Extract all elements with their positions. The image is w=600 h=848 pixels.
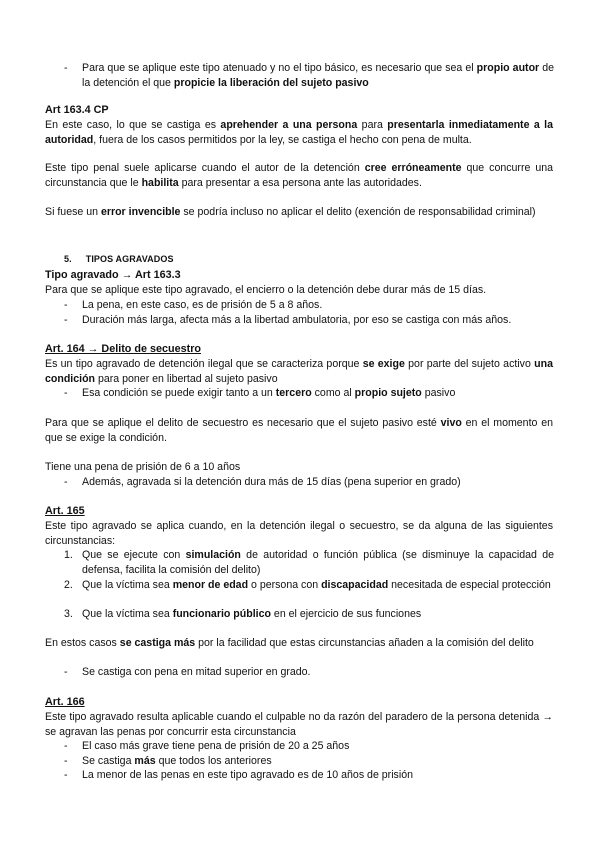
paragraph-art-164-2: Para que se aplique el delito de secuestro es necesario que el sujeto pasivo esté vivo en el momento en que se exige la condición. [45, 417, 553, 444]
paragraph-art-165-1: Este tipo agravado se aplica cuando, en la detención ilegal o secuestro, se da alguna de las siguientes circunstancias: [45, 520, 553, 547]
bullet-dash: - [64, 62, 68, 74]
bullet-dash: - [64, 299, 68, 311]
bullet-dash: - [64, 769, 68, 781]
paragraph-art-164-3: Tiene una pena de prisión de 6 a 10 años [45, 461, 241, 473]
bullet-dash: - [64, 740, 68, 752]
heading-art-165: Art. 165 [45, 505, 85, 517]
paragraph-art-163-4-2: Este tipo penal suele aplicarse cuando el autor de la detención cree erróneamente que concurre una circunstancia que le habilita para presentar a esa persona ante las autoridades. [45, 162, 553, 189]
bullet-dash: - [64, 666, 68, 678]
bullet-dash: - [64, 755, 68, 767]
heading-art-163-4: Art 163.4 CP [45, 104, 109, 116]
document-page: - Para que se aplique este tipo atenuado y no el tipo básico, es necesario que sea el propio autor de la detención el que propicie la liberación del sujeto pasivo Art 163.4 CP En este caso, lo que se castiga es aprehender a una persona para presentarla inmediatamente a la autoridad, fuera de los casos permitidos por la ley, se castiga el hecho con pena de multa. Este tipo penal suele aplicarse cuando el autor de la detención cree erróneamente que concurre una circunstancia que le habilita para presentar a esa persona ante las autoridades. Si fuese un error invencible se podría incluso no aplicar el delito (exención de responsabilidad criminal) 5. TIPOS AGRAVADOS Tipo agravado → Art 163.3 Para que se aplique este tipo agravado, el encierro o la detención debe durar más de 15 días. - La pena, en este caso, es de prisión de 5 a 8 años. - Duración más larga, afecta más a la libertad ambulatoria, por eso se castiga con más años. Art. 164 → Delito de secuestro Es un tipo agravado de detención ilegal que se caracteriza porque se exige por parte del sujeto activo una condición para poner en libertad al sujeto pasivo - Esa condición se puede exigir tanto a un tercero como al propio sujeto pasivo Para que se aplique el delito de secuestro es necesario que el sujeto pasivo esté vivo en el momento en que se exige la condición. Tiene una pena de prisión de 6 a 10 años - Además, agravada si la detención dura más de 15 días (pena superior en grado) Art. 165 Este tipo agravado se aplica cuando, en la detención ilegal o secuestro, se da alguna de las siguientes circunstancias: 1. Que se ejecute con simulación de autoridad o función pública (se disminuye la capacidad de defensa, facilita la comisión del delito) 2. Que la víctima sea menor de edad o persona con discapacidad necesitada de especial protección 3. Que la víctima sea funcionario público en el ejercicio de sus funciones En estos casos se castiga más por la facilidad que estas circunstancias añaden a la comisión del delito - Se castiga con pena en mitad superior en grado. Art. 166 Este tipo agravado resulta aplicable cuando el culpable no da razón del paradero de la persona detenida → se agravan las penas por concurrir esta circunstancia - El caso más grave tiene pena de prisión de 20 a 25 años - Se castiga más que todos los anteriores - La menor de las penas en este tipo agravado es de 10 años de prisión [45, 62, 555, 781]
heading-art-163-3: Tipo agravado → Art 163.3 [45, 269, 181, 281]
heading-art-166: Art. 166 [45, 696, 85, 708]
paragraph-art-163-3: Para que se aplique este tipo agravado, el encierro o la detención debe durar más de 15 días. [45, 284, 487, 296]
heading-art-164: Art. 164 → Delito de secuestro [45, 343, 202, 355]
paragraph-art-164-1: Es un tipo agravado de detención ilegal que se caracteriza porque se exige por parte del sujeto activo una condición para poner en libertad al sujeto pasivo [45, 358, 553, 385]
paragraph-art-166: Este tipo agravado resulta aplicable cuando el culpable no da razón del paradero de la persona detenida → se agravan las penas por concurrir esta circunstancia [45, 711, 553, 738]
paragraph-art-163-4-1: En este caso, lo que se castiga es aprehender a una persona para presentarla inmediatamente a la autoridad, fuera de los casos permitidos por la ley, se castiga el hecho con pena de multa. [45, 119, 554, 146]
bullet-dash: - [64, 476, 68, 488]
paragraph-art-165-2: En estos casos se castiga más por la facilidad que estas circunstancias añaden a la comisión del delito [45, 637, 534, 649]
bullet-dash: - [64, 387, 68, 399]
bullet-dash: - [64, 314, 68, 326]
paragraph-art-163-4-3: Si fuese un error invencible se podría incluso no aplicar el delito (exención de responsabilidad criminal) [45, 206, 536, 218]
section-heading-tipos-agravados: 5. TIPOS AGRAVADOS [64, 254, 174, 264]
